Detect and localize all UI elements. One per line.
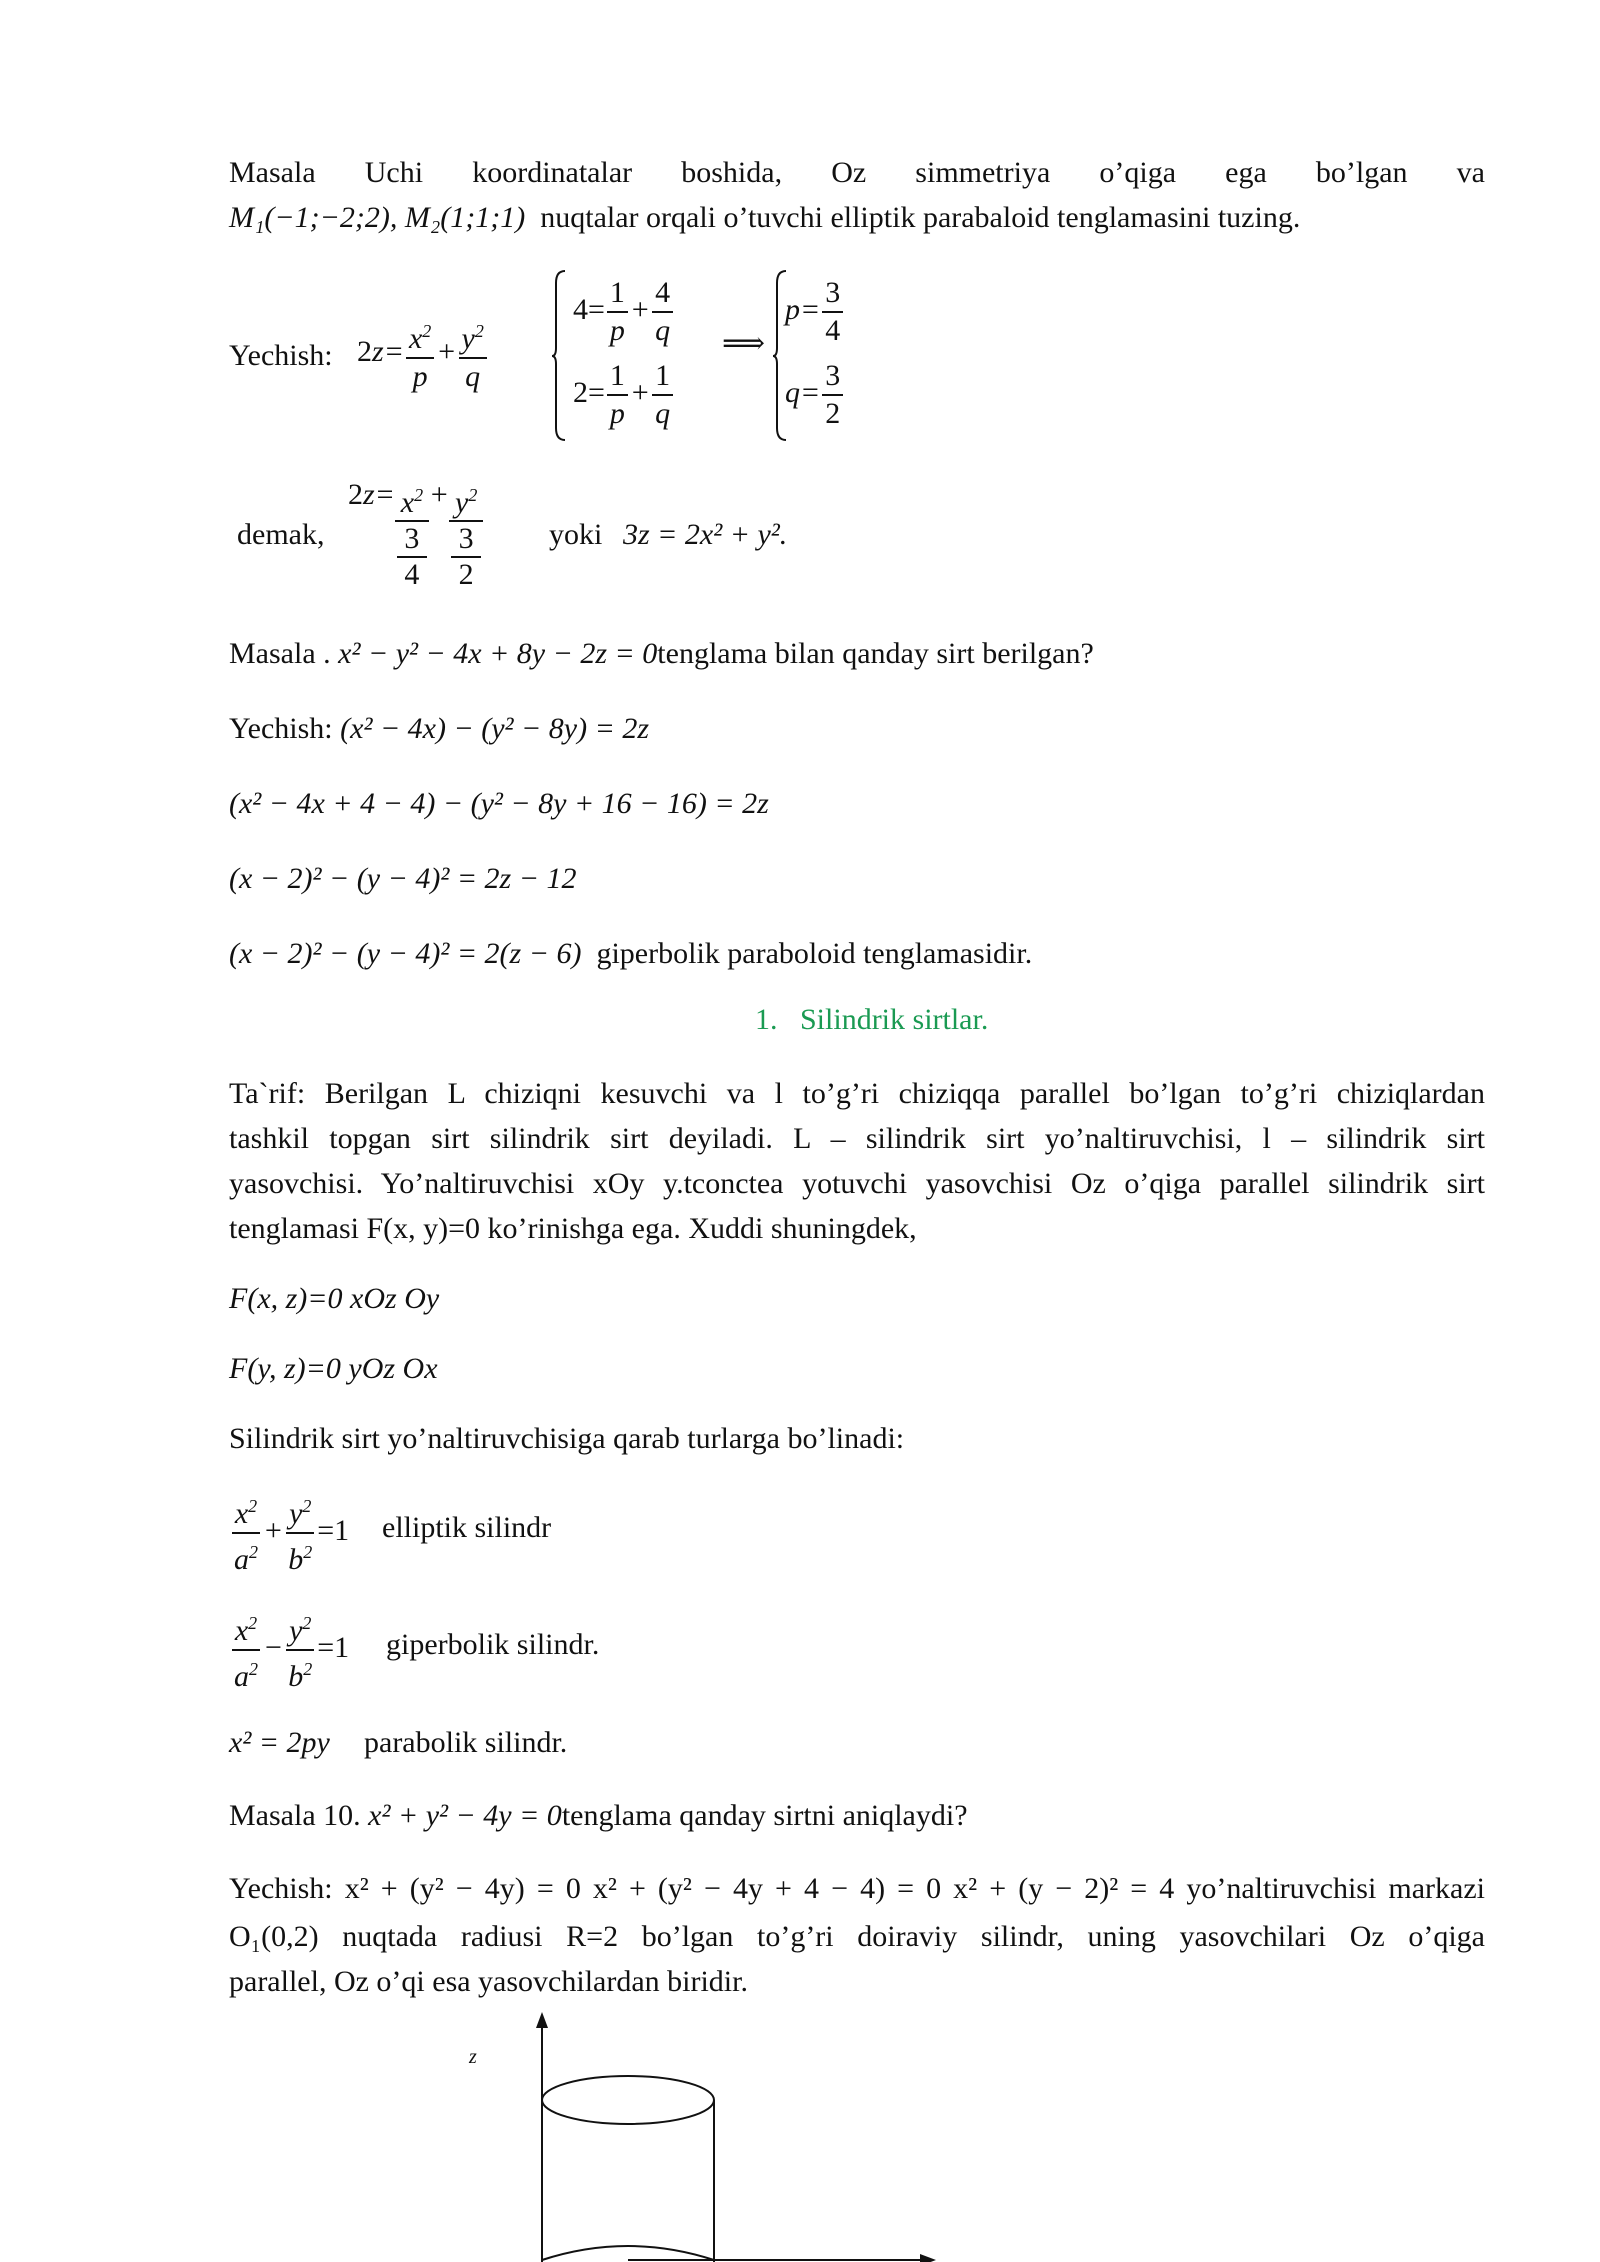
z-axis-label: z — [469, 2046, 477, 2068]
y-axis-arrow — [920, 2254, 936, 2262]
implies-arrow: ⟹ — [722, 327, 766, 360]
problem2-question: tenglama bilan qanday sirt berilgan? — [657, 637, 1094, 670]
system-eq2: 2= $\frac{1}{p}$ + $\frac{1}{q}$ — [573, 358, 675, 432]
problem2-step3: (x − 2)² − (y − 4)² = 2z − 12 — [229, 862, 577, 895]
cylinder-bottom-arc — [542, 2246, 714, 2260]
or-label: yoki — [549, 518, 603, 551]
problem2-step1: (x² − 4x) − (y² − 8y) = 2z — [340, 712, 650, 745]
problem1-line1 — [229, 150, 1485, 195]
problem2-equation: x² − y² − 4x + 8y − 2z = 0 — [338, 637, 658, 670]
result-p: p= $\frac{3}{4}$ — [785, 275, 845, 349]
type-hyperbolic-name: giperbolik silindr. — [386, 1628, 600, 1661]
system-eq1: 4= $\frac{1}{p}$ + $\frac{4}{q}$ — [573, 275, 675, 349]
definition-eq2: F(y, z)=0 yOz Ox — [229, 1352, 438, 1385]
problem1-label: Masala — [229, 156, 316, 189]
problem1-text-line1: Uchi koordinatalar boshida, Oz simmetriya o’qiga ega bo’lgan va — [364, 156, 1485, 189]
problem10-question: tenglama qanday sirtni aniqlaydi? — [561, 1799, 968, 1832]
problem1-solution-label: Yechish: — [229, 339, 333, 372]
cylinder-top-ellipse — [542, 2076, 714, 2124]
problem1-line2 — [229, 195, 1300, 240]
conclusion-eq: 2z= $x^2$ 3 4 + $y^2$ 3 2 — [348, 478, 483, 592]
type-elliptic-eq: $\frac{x^2}{a^2}$ + $\frac{y^2}{b^2}$ =1 — [229, 1488, 349, 1578]
type-elliptic-name: elliptik silindr — [382, 1511, 552, 1544]
problem2-solution-label: Yechish: — [229, 712, 333, 745]
problem10-line — [229, 1793, 968, 1838]
definition-line4: tenglamasi F(x, y)=0 ko’rinishga ega. Xuddi shuningdek, — [229, 1212, 917, 1245]
cylinder-figure — [440, 2010, 960, 2262]
type-hyperbolic-eq: $\frac{x^2}{a^2}$ − $\frac{y^2}{b^2}$ =1 — [229, 1605, 349, 1695]
section-title: Silindrik sirtlar. — [800, 1003, 989, 1036]
section-heading — [755, 1003, 988, 1037]
system-brace — [550, 268, 570, 443]
definition-line3: yasovchisi. Yo’naltiruvchisi xOy y.tconctea yotuvchi yasovchisi Oz o’qiga parallel silindrik sirt — [229, 1167, 1485, 1200]
z-axis-arrow — [536, 2012, 548, 2028]
definition-eq1: F(x, z)=0 xOz Oy — [229, 1282, 440, 1315]
problem2-final-text: giperbolik paraboloid tenglamasidir. — [596, 937, 1033, 970]
section-number: 1. — [755, 1003, 778, 1036]
definition-line2: tashkil topgan sirt silindrik sirt deyiladi. L – silindrik sirt yo’naltiruvchisi, l – silindrik sirt — [229, 1122, 1485, 1155]
problem10-solution-line3: parallel, Oz o’qi esa yasovchilardan biridir. — [229, 1965, 748, 1998]
definition-line1: Ta`rif: Berilgan L chiziqni kesuvchi va l to’g’ri chiziqqa parallel bo’lgan to’g’ri chiziqlardan — [229, 1077, 1485, 1110]
problem10-solution-line1: Yechish: x² + (y² − 4y) = 0 x² + (y² − 4y + 4 − 4) = 0 x² + (y − 2)² = 4 yo’naltiruvchisi markazi — [229, 1872, 1485, 1905]
problem10-solution-line2: O₁(0,2) nuqtada radiusi R=2 bo’lgan to’g’ri doiraviy silindr, uning yasovchilari Oz o’qiga — [229, 1920, 1485, 1953]
type-parabolic-name: parabolik silindr. — [364, 1726, 568, 1759]
problem2-step4: (x − 2)² − (y − 4)² = 2(z − 6) — [229, 937, 582, 970]
problem1-text-line2: nuqtalar orqali o’tuvchi elliptik parabaloid tenglamasini tuzing. — [540, 201, 1301, 234]
final-eq: 3z = 2x² + y². — [623, 518, 788, 551]
types-intro: Silindrik sirt yo’naltiruvchisiga qarab turlarga bo’linadi: — [229, 1422, 905, 1455]
problem1-eq-main: 2z= $\frac{x^2}{p}$ + $\frac{y^2}{q}$ — [357, 313, 489, 395]
conclusion-label: demak, — [237, 518, 325, 551]
problem1-points: M₁(−1;−2;2), M₂(1;1;1) — [229, 201, 526, 234]
problem10-equation: x² + y² − 4y = 0 — [368, 1799, 562, 1832]
problem2-step1-line — [229, 706, 649, 751]
type-parabolic-eq: x² = 2py — [229, 1726, 330, 1759]
problem2-line — [229, 631, 1094, 676]
problem10-label: Masala 10. — [229, 1799, 361, 1832]
problem2-label: Masala . — [229, 637, 331, 670]
problem2-step4-line — [229, 931, 1032, 976]
result-q: q= $\frac{3}{2}$ — [785, 358, 845, 432]
problem2-step2: (x² − 4x + 4 − 4) − (y² − 8y + 16 − 16) = 2z — [229, 787, 769, 820]
